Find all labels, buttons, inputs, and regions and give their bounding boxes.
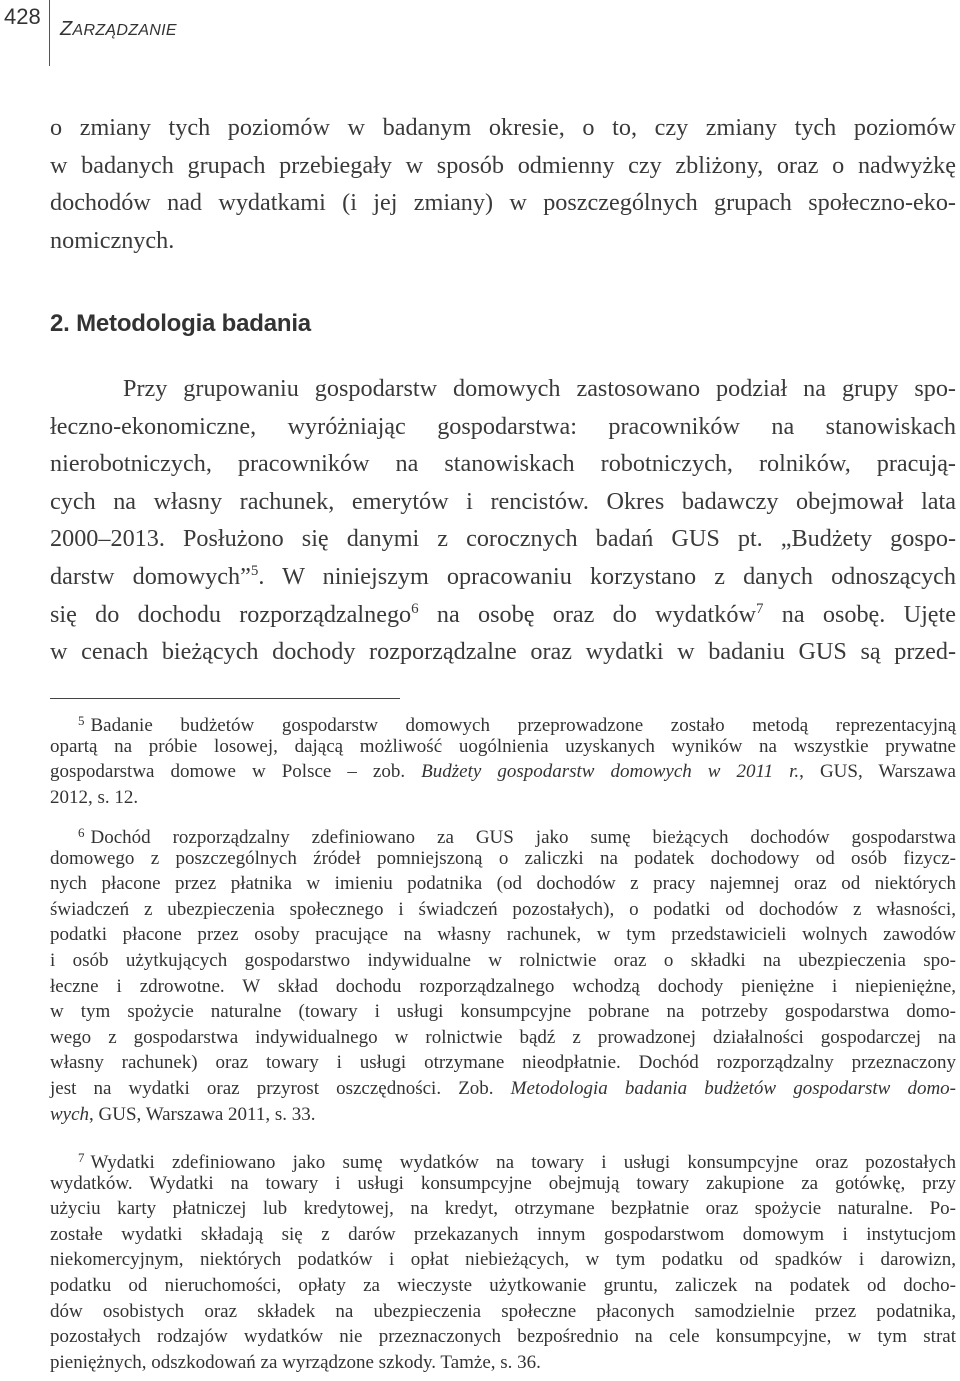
paragraph-line: 2000–2013. Posłużono się danymi z corocznych badań GUS pt. „Budżety gospo- bbox=[50, 525, 956, 553]
text-run: się do dochodu rozporządzalnego bbox=[50, 600, 412, 628]
footnote-line: i osób użytkujących gospodarstwo indywidualne w rolnictwie oraz o składki na ubezpieczenia spo- bbox=[50, 949, 956, 971]
text-run: jest na wydatki oraz przyrost oszczędności. Zob. bbox=[50, 1077, 511, 1099]
text-run: gospodarstwa domowe w Polsce – zob. bbox=[50, 761, 422, 783]
paragraph-line: cych na własny rachunek, emerytów i rencistów. Okres badawczy obejmował lata bbox=[50, 487, 956, 515]
text-run: na osobę oraz do wydatków bbox=[418, 600, 756, 628]
footnote-mark: 7 bbox=[78, 1150, 85, 1165]
text-run: darstw domowych” bbox=[50, 562, 251, 590]
footnote-line: nych płacone przez płatnika w imieniu podatnika (od dochodów z pracy najemnej oraz od niektórych bbox=[50, 873, 956, 895]
methodology-paragraph bbox=[50, 370, 956, 671]
footnote-line: świadczeń z ubezpieczenia społecznego i świadczeń pozostałych), o podatki od dochodów z własności, bbox=[50, 898, 956, 920]
footnote-line: pozostałych rodzajów wydatków nie przeznaczonych bezpośrednio na cele konsumpcyjne, w tym strat bbox=[50, 1326, 956, 1348]
footnote-line: 2012, s. 12. bbox=[50, 786, 139, 808]
footnote-line: domowego z poszczególnych źródeł pomniejszoną o zaliczki na podatek dochodowy od osób fizycz- bbox=[50, 847, 956, 869]
page-header bbox=[0, 0, 960, 66]
footnote-ref-6[interactable]: 6 bbox=[411, 600, 419, 617]
paragraph-line: nomicznych. bbox=[50, 226, 175, 254]
text-run: , GUS, Warszawa 2011, s. 33. bbox=[89, 1103, 316, 1125]
citation-title: Metodologia badania budżetów gospodarstw domo- bbox=[510, 1077, 956, 1099]
footnote-line bbox=[50, 1102, 956, 1128]
footnote-line: dów osobistych oraz składek na ubezpieczenia społeczne płaconych samodzielnie przez podatnika, bbox=[50, 1300, 956, 1322]
paragraph-line bbox=[50, 596, 956, 634]
paragraph-line: o zmiany tych poziomów w badanym okresie, o to, czy zmiany tych poziomów bbox=[50, 114, 956, 141]
footnote-6 bbox=[50, 820, 956, 1127]
paragraph-line: dochodów nad wydatkami (i jej zmiany) w poszczególnych grupach społeczno-eko- bbox=[50, 189, 956, 217]
footnote-line: własny rachunek) oraz towary i usługi otrzymane nieodpłatnie. Dochód rozporządzalny przeznaczony bbox=[50, 1052, 956, 1074]
page-number: 428 bbox=[4, 4, 41, 29]
footnote-line: użyciu karty płatniczej lub kredytowej, na kredyt, otrzymane bezpłatnie oraz spożycie naturalne. Po- bbox=[50, 1198, 956, 1220]
paragraph-line: nierobotniczych, pracowników na stanowiskach robotniczych, rolników, pracują- bbox=[50, 450, 956, 478]
text-run: Wydatki zdefiniowano jako sumę wydatków na towary i usługi konsumpcyjne oraz pozostałych bbox=[90, 1152, 956, 1173]
running-head-text: ZARZĄDZANIE bbox=[60, 18, 177, 40]
footnote-line: w tym spożycie naturalne (towary i usługi konsumpcyjne pobrane na potrzeby gospodarstwa domo- bbox=[50, 1001, 956, 1023]
header-divider bbox=[49, 0, 50, 66]
footnote-line: podatki płacone przez osoby pracujące na własny rachunek, w tym przedstawicieli wolnych zawodów bbox=[50, 924, 956, 946]
paragraph-line: w badanych grupach przebiegały w sposób odmienny czy zbliżony, oraz o nadwyżkę bbox=[50, 151, 956, 179]
footnote-line: pieniężnych, odszkodowań za wyrządzone szkody. Tamże, s. 36. bbox=[50, 1351, 541, 1373]
section-heading: 2. Metodologia badania bbox=[50, 310, 311, 337]
footnote-7 bbox=[50, 1145, 956, 1375]
footnote-mark: 5 bbox=[78, 713, 85, 728]
footnote-line bbox=[50, 1076, 956, 1102]
footnote-line: zostałe wydatki składają się z darów przekazanych innym gospodarstwom domowym i instytucjom bbox=[50, 1223, 956, 1245]
footnote-line bbox=[50, 759, 956, 785]
paragraph-line: łeczno-ekonomiczne, wyróżniając gospodarstwa: pracowników na stanowiskach bbox=[50, 412, 956, 440]
footnote-line bbox=[50, 1145, 956, 1171]
footnote-ref-5[interactable]: 5 bbox=[250, 562, 259, 579]
citation-title: wych bbox=[50, 1103, 90, 1125]
text-run: Dochód rozporządzalny zdefiniowano za GUS jako sumę bieżących dochodów gospodarstwa bbox=[90, 827, 956, 848]
footnote-line bbox=[50, 708, 956, 734]
paragraph-line: w cenach bieżących dochody rozporządzalne oraz wydatki w badaniu GUS są przed- bbox=[50, 638, 956, 666]
text-run: . W niniejszym opracowaniu korzystano z danych odnoszących bbox=[258, 562, 956, 590]
footnote-line: opartą na próbie losowej, dającą możliwość uogólnienia uzyskanych wyników na wszystkie prywatne bbox=[50, 735, 956, 757]
footnote-line: wydatków. Wydatki na towary i usługi konsumpcyjne obejmują towary zakupione za gotówkę, przy bbox=[50, 1172, 956, 1194]
paragraph-line bbox=[50, 558, 956, 596]
paragraph-line: Przy grupowaniu gospodarstw domowych zastosowano podział na grupy spo- bbox=[123, 375, 956, 402]
text-run: , GUS, Warszawa bbox=[799, 761, 956, 783]
footnote-line: wego z gospodarstwa indywidualnego w rolnictwie bądź z prowadzonej działalności gospodarczej na bbox=[50, 1026, 956, 1048]
running-head bbox=[60, 18, 177, 41]
intro-paragraph bbox=[50, 109, 956, 259]
text-run: Badanie budżetów gospodarstw domowych przeprowadzone zostało metodą reprezentacyjną bbox=[90, 715, 956, 736]
footnote-line: podatku od nieruchomości, opłaty za wieczyste użytkowanie gruntu, zaliczek na podatek od docho- bbox=[50, 1274, 956, 1296]
footnote-line: łeczne i zdrowotne. W skład dochodu rozporządzalnego wchodzą dochody pieniężne i niepieniężne, bbox=[50, 975, 956, 997]
footnote-ref-7[interactable]: 7 bbox=[755, 600, 764, 617]
footnote-separator bbox=[50, 698, 400, 699]
citation-title: Budżety gospodarstw domowych w 2011 r. bbox=[421, 761, 800, 783]
footnote-5 bbox=[50, 708, 956, 810]
footnote-line: niekomercyjnym, niektórych podatków i opłat niebieżących, w tym podatku od spadków i darowizn, bbox=[50, 1249, 956, 1271]
text-run: na osobę. Ujęte bbox=[763, 600, 956, 628]
footnote-line bbox=[50, 820, 956, 846]
footnote-mark: 6 bbox=[78, 825, 85, 840]
